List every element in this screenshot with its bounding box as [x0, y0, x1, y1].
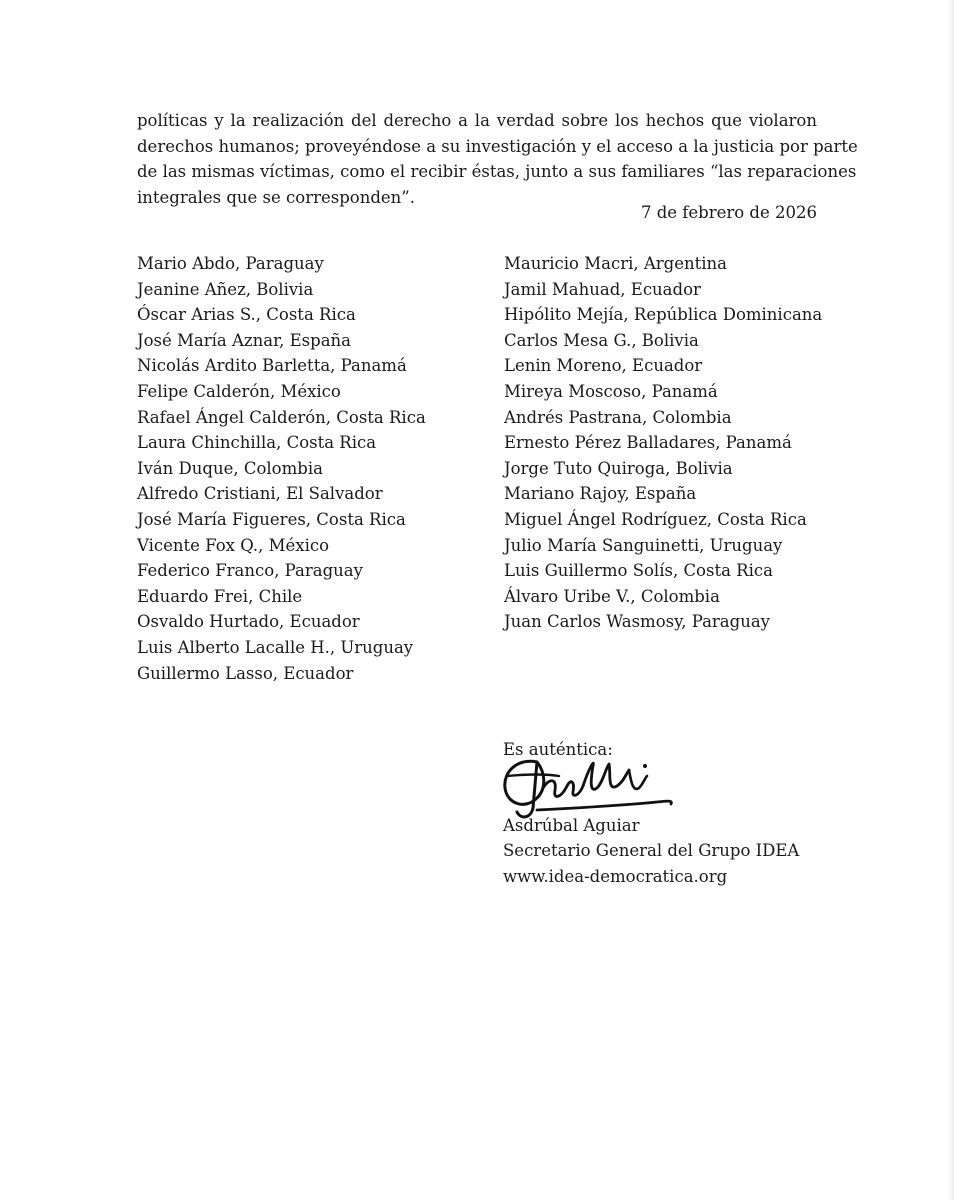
signatory: Luis Alberto Lacalle H., Uruguay — [137, 637, 414, 657]
document-date: 7 de febrero de 2026 — [640, 203, 817, 222]
signatory: Julio María Sanguinetti, Uruguay — [504, 535, 783, 555]
signatory: Vicente Fox Q., México — [137, 535, 330, 555]
signatory: Álvaro Uribe V., Colombia — [504, 586, 720, 606]
signatory: Hipólito Mejía, República Dominicana — [504, 305, 823, 325]
signatory: Miguel Ángel Rodríguez, Costa Rica — [504, 509, 807, 529]
signatory: Carlos Mesa G., Bolivia — [504, 330, 699, 350]
paragraph-line: políticas y la realización del derecho a la verdad sobre los hechos que violaron — [137, 111, 817, 130]
signatory: Óscar Arias S., Costa Rica — [137, 305, 356, 325]
paragraph-line: derechos humanos; proveyéndose a su investigación y el acceso a la justicia por parte — [137, 136, 858, 156]
signer-name: Asdrúbal Aguiar — [503, 815, 640, 835]
paragraph-line: de las mismas víctimas, como el recibir éstas, junto a sus familiares “las reparaciones — [137, 162, 857, 181]
signatory: Juan Carlos Wasmosy, Paraguay — [504, 612, 770, 632]
signatory: Rafael Ángel Calderón, Costa Rica — [137, 407, 426, 427]
signatory: Guillermo Lasso, Ecuador — [137, 663, 354, 683]
signatory: Lenin Moreno, Ecuador — [504, 356, 703, 376]
signatory: José María Figueres, Costa Rica — [137, 509, 406, 529]
signatory: Iván Duque, Colombia — [137, 458, 323, 478]
signer-title: Secretario General del Grupo IDEA — [503, 841, 800, 861]
signatory: Jorge Tuto Quiroga, Bolivia — [504, 458, 733, 478]
signatory: Eduardo Frei, Chile — [137, 586, 303, 606]
signatories-right-column — [504, 251, 844, 635]
signatory: Felipe Calderón, México — [137, 381, 341, 401]
authentication-block — [503, 737, 843, 889]
signatory: Jamil Mahuad, Ecuador — [504, 279, 701, 299]
signatories-left-column — [137, 251, 477, 686]
authentication-label: Es auténtica: — [503, 740, 613, 759]
signatory: Osvaldo Hurtado, Ecuador — [137, 612, 360, 632]
signatory: Federico Franco, Paraguay — [137, 561, 363, 581]
signatory: Jeanine Añez, Bolivia — [137, 279, 314, 299]
signatory: Mario Abdo, Paraguay — [137, 254, 324, 273]
signatory: Mireya Moscoso, Panamá — [504, 381, 718, 401]
website: www.idea-democratica.org — [503, 866, 728, 886]
signatory: Luis Guillermo Solís, Costa Rica — [504, 561, 773, 581]
closing-paragraph — [137, 108, 858, 210]
signatory: Laura Chinchilla, Costa Rica — [137, 433, 377, 453]
signatory: Andrés Pastrana, Colombia — [504, 407, 732, 427]
signatory: Nicolás Ardito Barletta, Panamá — [137, 356, 407, 376]
signatory: José María Aznar, España — [137, 330, 352, 350]
signatory: Mauricio Macri, Argentina — [504, 254, 727, 273]
paragraph-line: integrales que se corresponden”. — [137, 187, 415, 207]
signatory: Mariano Rajoy, España — [504, 484, 697, 504]
signatory: Ernesto Pérez Balladares, Panamá — [504, 433, 792, 453]
signatory: Alfredo Cristiani, El Salvador — [137, 484, 383, 504]
